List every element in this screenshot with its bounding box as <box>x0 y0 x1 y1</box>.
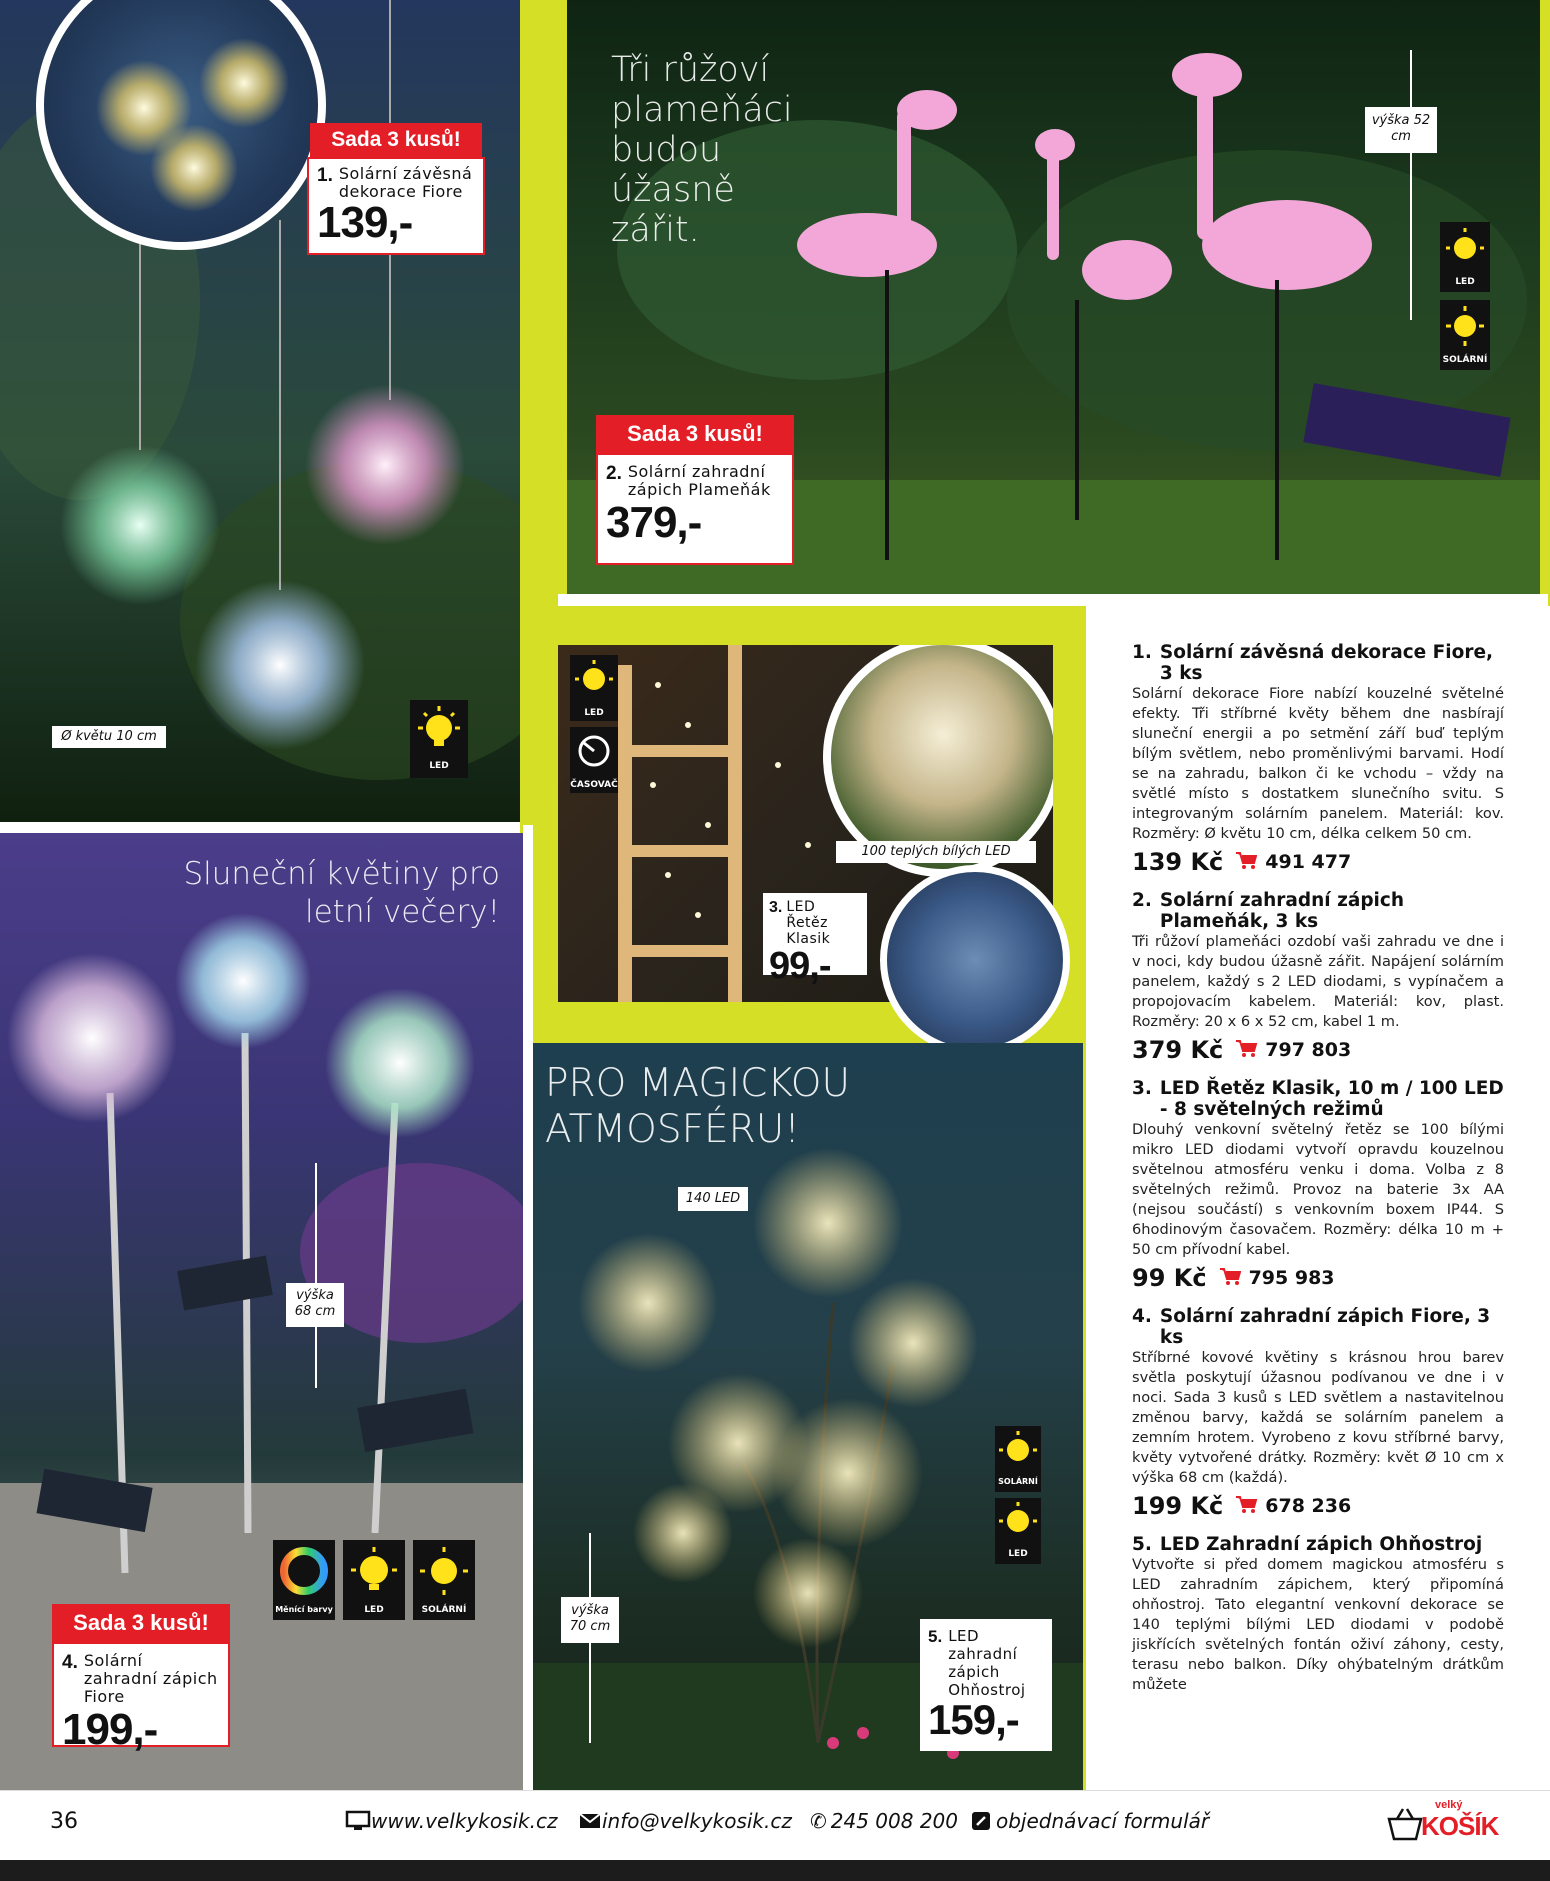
solar-badge <box>1440 300 1490 370</box>
badge-label: SOLÁRNÍ <box>421 1605 467 1615</box>
photo-flamingos <box>567 0 1540 594</box>
inset-circle-bottom <box>880 865 1070 1055</box>
price-big: 379,- <box>606 498 702 547</box>
footer-email[interactable] <box>578 1809 792 1833</box>
phone-icon: ✆ <box>810 1809 827 1833</box>
color-badge <box>273 1540 335 1620</box>
product-number: 2. <box>606 463 622 484</box>
product-number: 3. <box>769 899 783 916</box>
product-code: 797 803 <box>1265 1039 1352 1061</box>
photo-fireworks <box>533 1043 1083 1790</box>
footer <box>0 1790 1550 1860</box>
product-code: 491 477 <box>1265 851 1352 873</box>
page-number: 36 <box>50 1809 78 1834</box>
product-title: Solární zahradní zápich Fiore, 3 ks <box>1159 1306 1491 1348</box>
product-description: Solární dekorace Fiore nabízí kouzelné světelné efekty. Tři stříbrné květy během dne nasbírají sluneční energii a po setmění září buď teplým bílým světlem, nebo proměnlivými barvami. Hodí se na zahradu, balkon či ke vchodu – vždy na světlé místo s dostatkem slunečního svitu. S integrovaným solárním panelem. Materiál: kov. Rozměry: Ø květu 10 cm, délka celkem 50 cm. <box>1132 685 1504 842</box>
photo-hanging-fiore <box>0 0 520 822</box>
product-title: Solární závěsná dekorace Fiore, 3 ks <box>1159 642 1494 684</box>
form-edit-icon <box>970 1810 992 1832</box>
basket-icon <box>1385 1805 1425 1845</box>
badge-label: LED <box>429 761 449 771</box>
cart-icon[interactable] <box>1235 1495 1257 1517</box>
price-box-3 <box>763 893 867 987</box>
product-number: 1. <box>317 165 333 186</box>
product-description-4 <box>1132 1306 1504 1520</box>
product-code: 678 236 <box>1265 1495 1352 1517</box>
sale-badge-2: Sada 3 kusů! <box>596 415 794 453</box>
product-number: 2. <box>1132 890 1152 911</box>
timer-badge <box>570 727 618 793</box>
product-title: Solární zahradní zápich Plameňák, 3 ks <box>1159 890 1405 932</box>
badge-label: SOLÁRNÍ <box>1442 355 1488 365</box>
product-number: 5. <box>928 1627 943 1646</box>
bottom-strip <box>0 1860 1550 1881</box>
cart-icon[interactable] <box>1219 1267 1241 1289</box>
price-big: 99,- <box>769 945 831 987</box>
dimension-label: výška 70 cm <box>561 1597 619 1643</box>
product-code: 795 983 <box>1248 1267 1335 1289</box>
description-column <box>1086 606 1550 1790</box>
price-box-5 <box>920 1619 1052 1751</box>
solar-badge <box>413 1540 475 1620</box>
monitor-icon <box>345 1810 371 1832</box>
badge-label: LED <box>364 1605 384 1615</box>
price: 139 Kč <box>1132 848 1224 876</box>
circle-label: 100 teplých bílých LED <box>836 841 1036 863</box>
product-title: LED Zahradní zápich Ohňostroj <box>1159 1534 1483 1555</box>
solar-badge <box>995 1426 1041 1492</box>
product-number: 4. <box>62 1652 78 1673</box>
product-number: 3. <box>1132 1078 1152 1099</box>
badge-label: LED <box>584 708 604 718</box>
photo-frame-4 <box>523 825 533 1790</box>
badge-label: ČASOVAČ <box>570 780 618 790</box>
sale-badge-4: Sada 3 kusů! <box>52 1604 230 1642</box>
product-number: 4. <box>1132 1306 1152 1327</box>
product-short-name: LED Řetěz Klasik <box>786 899 831 947</box>
badge-label: Měnící barvy <box>275 1605 333 1614</box>
dimension-label: Ø květu 10 cm <box>52 726 166 748</box>
price: 199 Kč <box>1132 1492 1224 1520</box>
headline-fiore: Sluneční květiny pro letní večery! <box>183 856 500 930</box>
footer-form[interactable] <box>970 1809 1209 1833</box>
product-description-2 <box>1132 890 1504 1064</box>
product-short-name: LED zahradní zápich Ohňostroj <box>948 1627 1026 1699</box>
product-description-3 <box>1132 1078 1504 1292</box>
footer-web[interactable] <box>345 1809 558 1833</box>
price-box-1 <box>307 157 485 255</box>
headline-flamingo: Tři růžoví plameňáci budou úžasně zářit. <box>611 50 793 250</box>
product-short-name: Solární závěsná dekorace Fiore <box>338 164 473 201</box>
logo-small-text: velký <box>1435 1799 1463 1811</box>
headline-fireworks: PRO MAGICKOU ATMOSFÉRU! <box>545 1061 850 1152</box>
footer-phone[interactable] <box>810 1809 958 1833</box>
product-description-1 <box>1132 642 1504 876</box>
led-count-label: 140 LED <box>678 1187 748 1211</box>
price-line <box>1132 1264 1504 1292</box>
badge-label: SOLÁRNÍ <box>998 1477 1038 1486</box>
web-link[interactable]: www.velkykosik.cz <box>371 1809 558 1833</box>
price-big: 159,- <box>928 1696 1019 1743</box>
price-box-2 <box>596 453 794 565</box>
product-title: LED Řetěz Klasik, 10 m / 100 LED - 8 světelných režimů <box>1159 1078 1504 1120</box>
led-badge <box>410 700 468 778</box>
badge-label: LED <box>1455 277 1475 287</box>
price-line <box>1132 1492 1504 1520</box>
product-number: 1. <box>1132 642 1152 663</box>
badge-label: LED <box>1008 1549 1028 1559</box>
dimension-label: výška 52 cm <box>1365 107 1437 153</box>
product-description: Dlouhý venkovní světelný řetěz se 100 bílými mikro LED diodami vytvoří opravdu kouzelnou světelnou atmosféru venku i doma. Volba z 8 světelných režimů. Provoz na baterie 3x AA (nejsou součástí) s venkovním boxem IP44. S 6hodinovým časovačem. Rozměry: délka 10 m + 50 cm přívodní kabel. <box>1132 1121 1504 1258</box>
cart-icon[interactable] <box>1235 1039 1257 1061</box>
brand-logo[interactable] <box>1385 1799 1505 1849</box>
photo-fiore-stakes <box>0 833 523 1790</box>
dimension-label: výška 68 cm <box>286 1283 344 1327</box>
price: 379 Kč <box>1132 1036 1224 1064</box>
logo-text: KOŠÍK <box>1421 1811 1499 1841</box>
product-description: Stříbrné kovové květiny s krásnou hrou barev světla poskytují úžasnou podívanou ve dne i v noci. Sada 3 kusů s LED světlem a nastavitelnou změnou barvy, každá se solárním panelem a zemním hrotem. Vyrobeno z kovu stříbrné barvy, květy vytvořené drátky. Rozměry: květ Ø 10 cm x výška 68 cm (každá). <box>1132 1349 1504 1486</box>
price-box-4 <box>52 1642 230 1754</box>
email-link[interactable]: info@velkykosik.cz <box>602 1809 792 1833</box>
photo-frame-2 <box>558 594 1548 606</box>
product-short-name: Solární zahradní zápich Plameňák <box>627 462 771 499</box>
led-badge <box>570 655 618 721</box>
led-badge <box>343 1540 405 1620</box>
price-big: 199,- <box>62 1705 158 1754</box>
product-short-name: Solární zahradní zápich Fiore <box>83 1651 218 1706</box>
cart-icon[interactable] <box>1235 851 1257 873</box>
product-description: Vytvořte si před domem magickou atmosféru s LED zahradním zápichem, který připomíná ohňostroj. Tato elegantní venkovní dekorace se 140 teplými bílými LED diodami v podobě jiskřících světelných fontán oživí záhony, cesty, terasu nebo balkon. Díky ohýbatelným drátkům můžete <box>1132 1556 1504 1693</box>
led-badge <box>1440 222 1490 292</box>
price-big: 139,- <box>317 198 413 247</box>
product-description: Tři růžoví plameňáci ozdobí vaši zahradu ve dne i v noci, kdy budou úžasně zářit. Napájení solárním panelem, každý s 2 LED diodami, s vypínačem a propojovacím kabelem. Materiál: kov, plast. Rozměry: 20 x 6 x 52 cm, kabel 1 m. <box>1132 933 1504 1030</box>
led-badge <box>995 1498 1041 1564</box>
phone-number[interactable]: 245 008 200 <box>830 1809 959 1833</box>
envelope-icon <box>578 1811 602 1831</box>
sale-badge-1: Sada 3 kusů! <box>310 123 482 157</box>
product-number: 5. <box>1132 1534 1152 1555</box>
price-line <box>1132 848 1504 876</box>
price: 99 Kč <box>1132 1264 1207 1292</box>
order-form-link[interactable]: objednávací formulář <box>996 1809 1210 1833</box>
price-line <box>1132 1036 1504 1064</box>
product-description-5 <box>1132 1534 1504 1695</box>
